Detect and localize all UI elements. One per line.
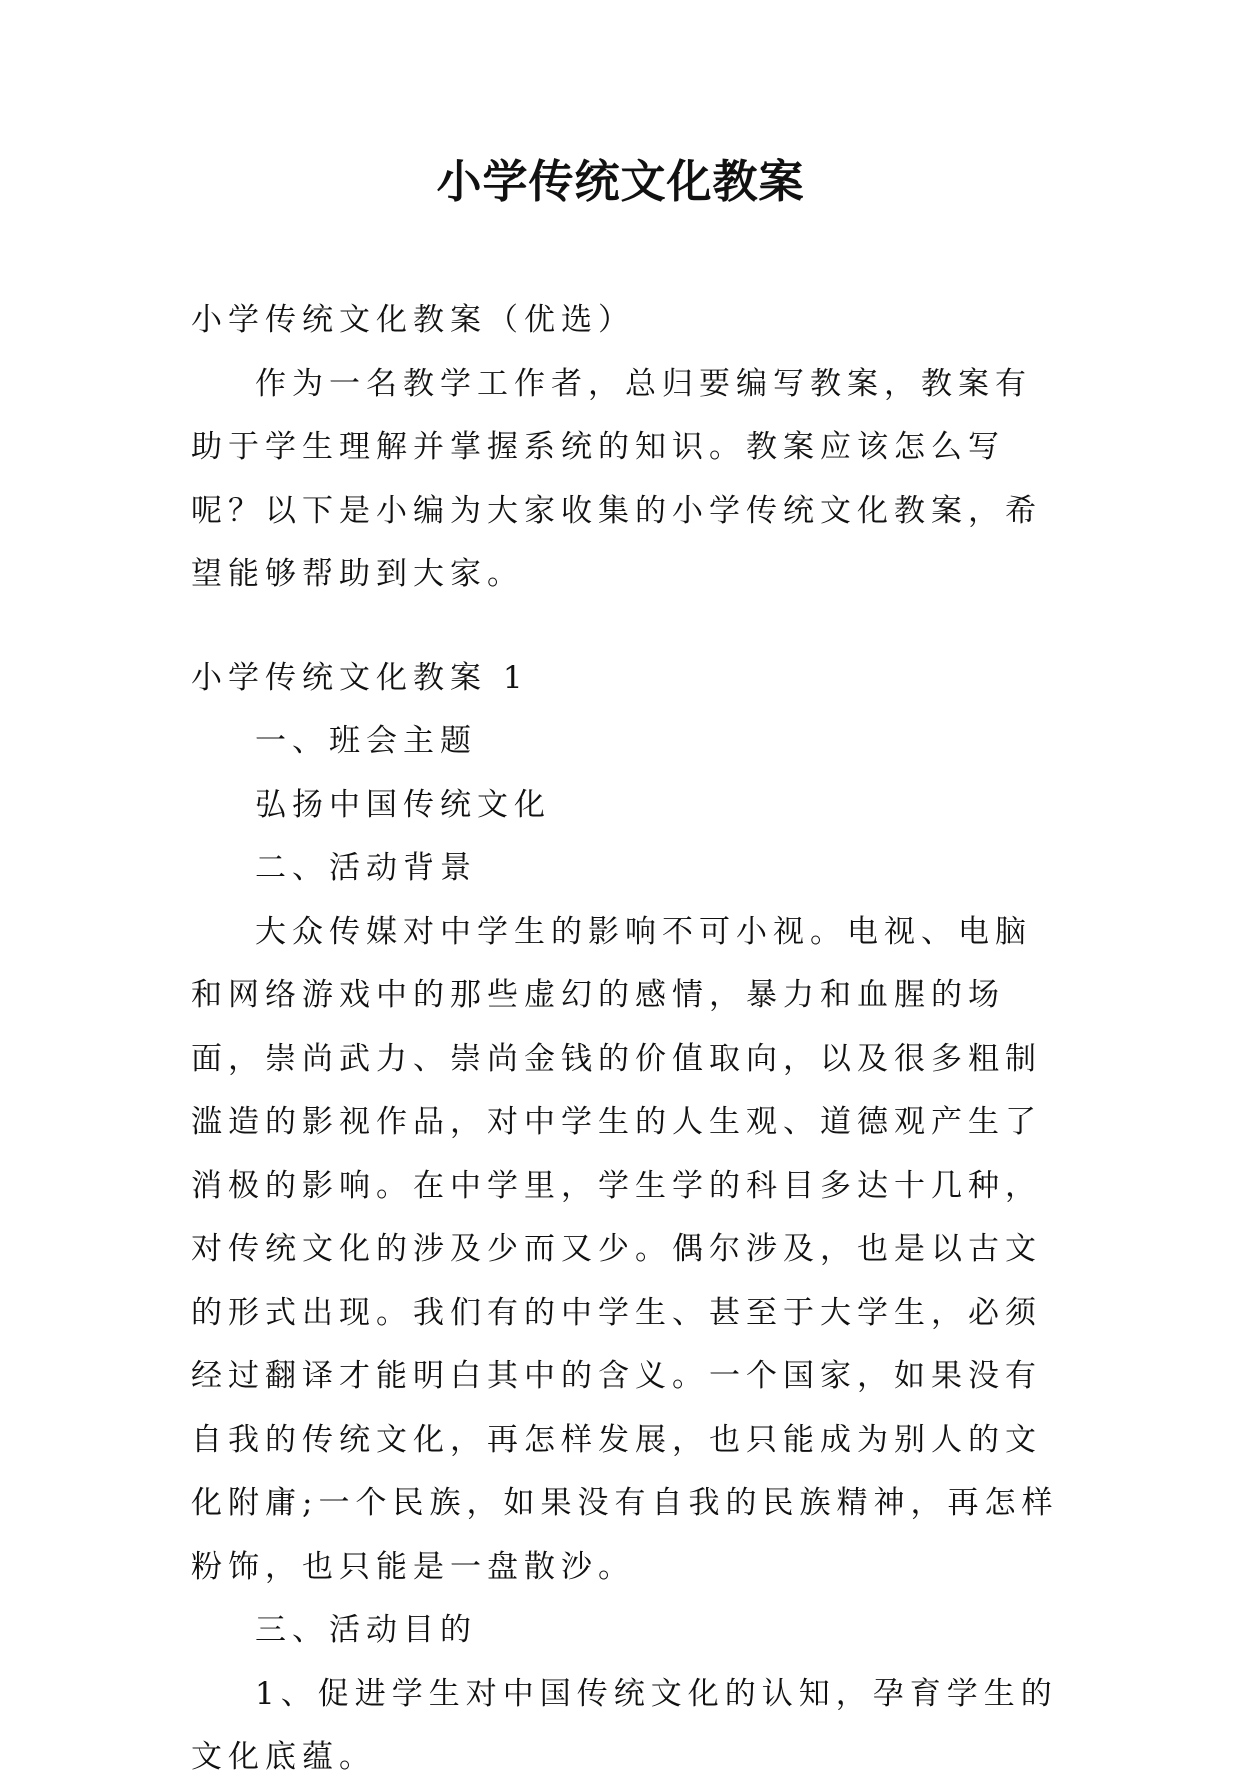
background-paragraph: 大众传媒对中学生的影响不可小视。电视、电脑和网络游戏中的那些虚幻的感情，暴力和血腥的场面，崇尚武力、崇尚金钱的价值取向，以及很多粗制滥造的影视作品，对中学生的人生观、道德观产生了消极的影响。在中学里，学生学的科目多达十几种，对传统文化的涉及少而又少。偶尔涉及，也是以古文的形式出现。我们有的中学生、甚至于大学生，必须经过翻译才能明白其中的含义。一个国家，如果没有自我的传统文化，再怎样发展，也只能成为别人的文化附庸;一个民族，如果没有自我的民族精神，再怎样粉饰，也只能是一盘散沙。: [191, 913, 1059, 1585]
purpose-heading: 三、活动目的: [255, 1612, 477, 1648]
section-spacer: [191, 607, 1061, 647]
intro-paragraph: 作为一名教学工作者，总归要编写教案，教案有助于学生理解并掌握系统的知识。教案应该怎么写呢？以下是小编为大家收集的小学传统文化教案，希望能够帮助到大家。: [191, 365, 1042, 592]
section-heading: 小学传统文化教案 1: [191, 659, 529, 696]
document-title: 小学传统文化教案: [436, 155, 805, 208]
purpose-item-1: 1、促进学生对中国传统文化的认知，孕育学生的文化底蕴。: [191, 1675, 1058, 1775]
theme-text: 弘扬中国传统文化: [255, 786, 551, 823]
background-heading: 二、活动背景: [255, 850, 477, 886]
document-subtitle: 小学传统文化教案（优选）: [191, 302, 635, 338]
theme-heading: 一、班会主题: [255, 723, 477, 759]
document-body: [191, 289, 1061, 1790]
